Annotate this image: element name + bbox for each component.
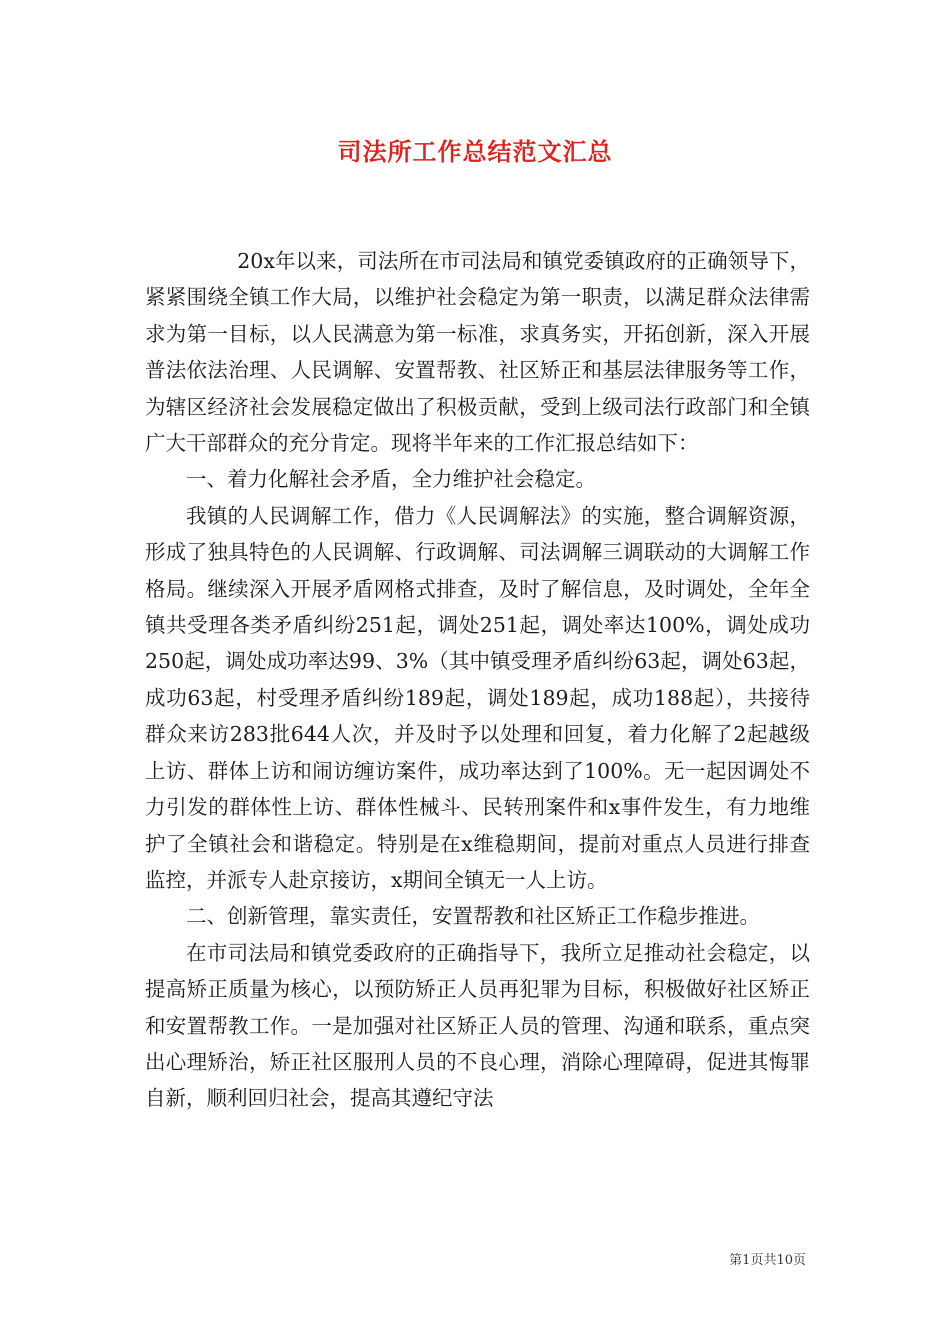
document-title: 司法所工作总结范文汇总 (337, 137, 613, 166)
page-number: 第1页共10页 (729, 1253, 806, 1268)
paragraph-intro: 20x年以来，司法所在市司法局和镇党委镇政府的正确领导下，紧紧围绕全镇工作大局，以维护社会稳定为第一职责，以满足群众法律需求为第一目标，以人民满意为第一标准，求真务实，开拓创新，深入开展普法依法治理、人民调解、安置帮教、社区矫正和基层法律服务等工作，为辖区经济社会发展稳定做出了积极贡献，受到上级司法行政部门和全镇广大干部群众的充分肯定。现将半年来的工作汇报总结如下： (145, 249, 810, 456)
paragraph-correction: 在市司法局和镇党委政府的正确指导下，我所立足推动社会稳定，以提高矫正质量为核心，以预防矫正人员再犯罪为目标，积极做好社区矫正和安置帮教工作。一是加强对社区矫正人员的管理、沟通和联系，重点突出心理矫治，矫正社区服刑人员的不良心理，消除心理障碍，促进其悔罪自新，顺利回归社会，提高其遵纪守法 (145, 940, 810, 1111)
document-body (145, 243, 810, 1117)
section-heading-2: 二、创新管理，靠实责任，安置帮教和社区矫正工作稳步推进。 (186, 904, 760, 929)
section-heading-1: 一、着力化解社会矛盾，全力维护社会稳定。 (186, 467, 596, 492)
paragraph-mediation: 我镇的人民调解工作，借力《人民调解法》的实施，整合调解资源，形成了独具特色的人民调解、行政调解、司法调解三调联动的大调解工作格局。继续深入开展矛盾网格式排查，及时了解信息，及时调处，全年全镇共受理各类矛盾纠纷251起，调处251起，调处率达100%，调处成功250起，调处成功率达99、3%（其中镇受理矛盾纠纷63起，调处63起，成功63起，村受理矛盾纠纷189起，调处189起，成功188起），共接待群众来访283批644人次，并及时予以处理和回复，着力化解了2起越级上访、群体上访和闹访缠访案件，成功率达到了100%。无一起因调处不力引发的群体性上访、群体性械斗、民转刑案件和x事件发生，有力地维护了全镇社会和谐稳定。特别是在x维稳期间，提前对重点人员进行排查监控，并派专人赴京接访，x期间全镇无一人上访。 (145, 503, 810, 892)
